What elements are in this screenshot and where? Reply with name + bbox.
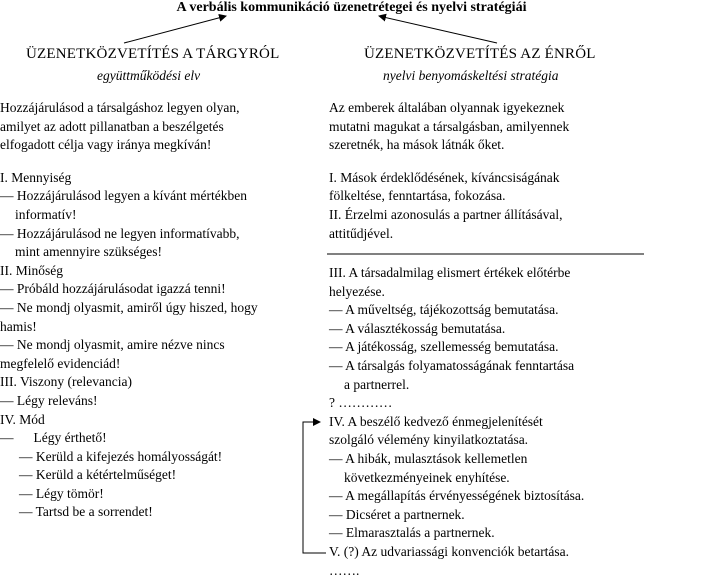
section1-line: I. Mások érdeklődésének, kíváncsiságának bbox=[329, 169, 569, 188]
right-intro-line: Az emberek általában olyannak igyekeznek bbox=[329, 99, 569, 118]
section3-item: — A játékosság, szellemesség bemutatása. bbox=[329, 338, 584, 357]
quality-item: — Ne mondj olyasmit, amire nézve nincs bbox=[0, 336, 258, 355]
right-intro-line: szeretnék, ha mások látnák őket. bbox=[329, 136, 569, 155]
manner-item: — Tartsd be a sorrendet! bbox=[0, 503, 258, 522]
section4-label: szolgáló vélemény kinyilatkoztatása. bbox=[329, 431, 584, 450]
quality-item: — Ne mondj olyasmit, amiről úgy hiszed, hogy bbox=[0, 299, 258, 318]
manner-dash: — bbox=[0, 430, 14, 445]
page-title: A verbális kommunikáció üzenetrétegei és nyelvi stratégiái bbox=[0, 0, 703, 16]
quality-item: — Próbáld hozzájárulásodat igazzá tenni! bbox=[0, 280, 258, 299]
section3-label: helyezése. bbox=[329, 283, 584, 302]
section4-label: IV. A beszélő kedvező énmegjelenítését bbox=[329, 413, 584, 432]
final-ellipsis: ……. bbox=[329, 562, 584, 580]
section4-item: — Elmarasztalás a partnernek. bbox=[329, 524, 584, 543]
relation-item: — Légy releváns! bbox=[0, 392, 258, 411]
left-heading: ÜZENETKÖZVETÍTÉS A TÁRGYRÓL bbox=[26, 45, 279, 63]
quantity-item: — Hozzájárulásod legyen a kívánt mértékben bbox=[0, 187, 258, 206]
manner-item: — Légy tömör! bbox=[0, 485, 258, 504]
section3-item: — A választékosság bemutatása. bbox=[329, 320, 584, 339]
left-intro-line: amilyet az adott pillanatban a beszélgetés bbox=[0, 118, 258, 137]
quantity-item-cont: informatív! bbox=[0, 206, 258, 225]
left-intro-line: elfogadott célja vagy iránya megkíván! bbox=[0, 136, 258, 155]
right-intro-line: mutatni magukat a társalgásban, amilyennek bbox=[329, 118, 569, 137]
quality-item-cont: hamis! bbox=[0, 318, 258, 337]
left-intro-line: Hozzájárulásod a társalgáshoz legyen olyan, bbox=[0, 99, 258, 118]
manner-label: IV. Mód bbox=[0, 411, 258, 430]
manner-item: — Kerüld a kifejezés homályosságát! bbox=[0, 448, 258, 467]
section3-item-cont: a partnerrel. bbox=[329, 376, 584, 395]
left-subtitle: együttműködési elv bbox=[97, 68, 200, 84]
right-column bbox=[329, 99, 569, 243]
arrow-left-to-title bbox=[124, 16, 226, 43]
section3-ellipsis: ? ………… bbox=[329, 394, 584, 413]
section1-line: fölkeltése, fenntartása, fokozása. bbox=[329, 187, 569, 206]
section5-line: V. (?) Az udvariassági konvenciók betartása. bbox=[329, 543, 584, 562]
section4-item: — A hibák, mulasztások kellemetlen bbox=[329, 450, 584, 469]
quantity-label: I. Mennyiség bbox=[0, 169, 258, 188]
section3-label: III. A társadalmilag elismert értékek előtérbe bbox=[329, 264, 584, 283]
quantity-item-cont: mint amennyire szükséges! bbox=[0, 243, 258, 262]
right-subtitle: nyelvi benyomáskeltési stratégia bbox=[383, 68, 558, 84]
quality-label: II. Minőség bbox=[0, 262, 258, 281]
left-column bbox=[0, 99, 258, 522]
quantity-item: — Hozzájárulásod ne legyen informatívabb, bbox=[0, 225, 258, 244]
section2-line: II. Érzelmi azonosulás a partner állításával, bbox=[329, 206, 569, 225]
section4-item-cont: következményeinek enyhítése. bbox=[329, 469, 584, 488]
section3-item: — A műveltség, tájékozottság bemutatása. bbox=[329, 301, 584, 320]
manner-first: Légy érthető! bbox=[34, 430, 107, 445]
manner-first-row bbox=[0, 429, 258, 448]
bracket-iv-v bbox=[303, 422, 326, 553]
section4-item: — Dicséret a partnernek. bbox=[329, 506, 584, 525]
right-column-lower bbox=[329, 264, 584, 580]
relation-label: III. Viszony (relevancia) bbox=[0, 373, 258, 392]
quality-item-cont: megfelelő evidenciád! bbox=[0, 355, 258, 374]
section2-line: attitűdjével. bbox=[329, 225, 569, 244]
arrow-right-to-title bbox=[379, 16, 497, 43]
section4-item: — A megállapítás érvényességének biztosítása. bbox=[329, 487, 584, 506]
section3-item: — A társalgás folyamatosságának fenntartása bbox=[329, 357, 584, 376]
right-heading: ÜZENETKÖZVETÍTÉS AZ ÉNRŐL bbox=[364, 45, 596, 63]
manner-item: — Kerüld a kétértelműséget! bbox=[0, 466, 258, 485]
